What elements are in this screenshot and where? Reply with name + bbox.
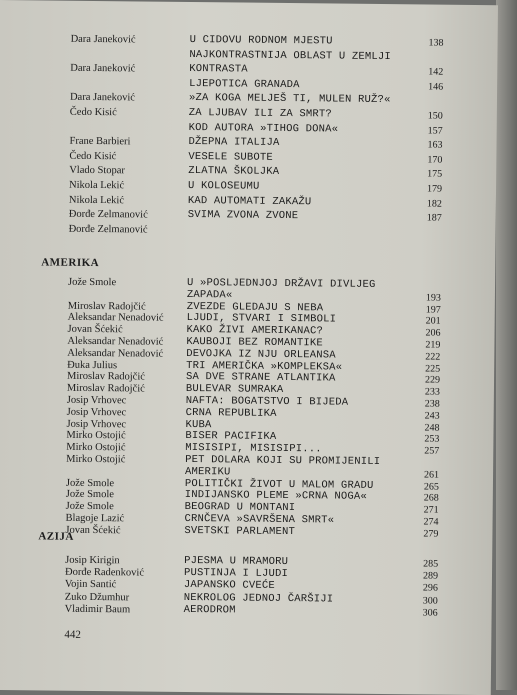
entry-page-number: 179 — [408, 182, 442, 195]
entry-page-number: 274 — [404, 515, 438, 528]
page-number: 442 — [64, 629, 81, 641]
entry-author: Mirko Ostojić — [66, 441, 125, 455]
entry-title: SVIMA ZVONA ZVONE — [188, 209, 299, 223]
entry-page-number: 265 — [405, 480, 439, 493]
entry-page-number: 300 — [404, 594, 438, 607]
entry-author: Vojin Santić — [65, 578, 117, 592]
entry-title: VESELE SUBOTE — [188, 151, 273, 165]
entry-page-number: 163 — [408, 138, 442, 151]
entry-title: DEVOJKA IZ NJU ORLEANSA — [186, 348, 336, 363]
entry-page-number: 197 — [407, 303, 441, 316]
entry-title: BISER PACIFIKA — [185, 430, 276, 444]
entry-title: U »POSLJEDNJOJ DRŽAVI DIVLJEG — [187, 277, 376, 292]
entry-title: AERODROM — [184, 604, 236, 618]
entry-author: Aleksandar Nenadović — [67, 347, 163, 361]
entry-title: U CIDOVU RODNOM MJESTU — [190, 34, 333, 48]
entry-author: Đorđe Radenković — [65, 566, 144, 580]
entry-page-number: 157 — [409, 124, 443, 137]
entry-author: Josip Vrhovec — [66, 417, 126, 431]
entry-title: SA DVE STRANE ATLANTIKA — [186, 371, 336, 386]
entry-page-number: 175 — [408, 168, 442, 181]
entry-title: MISISIPI, MISISIPI... — [185, 442, 322, 456]
entry-author: Aleksandar Nenadović — [68, 311, 164, 325]
entry-author: Jože Smole — [66, 500, 114, 514]
entry-author: Josip Kirigin — [65, 554, 120, 568]
entry-page-number: 219 — [406, 338, 440, 351]
entry-page-number: 229 — [406, 374, 440, 387]
entry-author: Jovan Šćekić — [65, 524, 120, 538]
contents-block-azija — [0, 0, 498, 5]
entry-page-number: 146 — [409, 80, 443, 93]
entry-title: PUSTINJA I LJUDI — [184, 567, 288, 581]
entry-page-number: 225 — [406, 362, 440, 375]
entry-author: Miroslav Radojčić — [68, 299, 146, 313]
entry-author: Đorđe Zelmanović — [69, 208, 148, 222]
entry-page-number: 243 — [406, 409, 440, 422]
entry-title: ZAPADA« — [187, 289, 233, 302]
entry-title: KONTRASTA — [189, 63, 248, 77]
entry-title: NAFTA: BOGATSTVO I BIJEDA — [186, 395, 349, 410]
entry-page-number: 138 — [410, 36, 444, 49]
entry-author: Jovan Šćekić — [67, 323, 122, 337]
entry-author: Jože Smole — [66, 488, 114, 502]
entry-author: Nikola Lekić — [69, 193, 124, 207]
entry-title: NAJKONTRASTNIJA OBLAST U ZEMLJI — [189, 49, 391, 64]
entry-title: ZLATNA ŠKOLJKA — [188, 165, 279, 179]
entry-page-number: 170 — [408, 153, 442, 166]
entry-author: Jože Smole — [68, 276, 116, 290]
entry-page-number: 279 — [404, 527, 438, 540]
entry-title: KAD AUTOMATI ZAKAŽU — [188, 195, 312, 209]
entry-title: KOD AUTORA »TIHOG DONA« — [189, 122, 339, 137]
entry-title: JAPANSKO CVEĆE — [184, 579, 275, 593]
entry-author: Vlado Stopar — [69, 164, 125, 178]
entry-author: Josip Vrhovec — [67, 394, 127, 408]
entry-page-number: 289 — [404, 569, 438, 582]
entry-title: KAUBOJI BEZ ROMANTIKE — [186, 336, 323, 350]
entry-author: Mirko Ostojić — [66, 453, 125, 467]
entry-page-number: 182 — [408, 197, 442, 210]
entry-author: Miroslav Radojčić — [67, 370, 145, 384]
entry-page-number: 271 — [405, 503, 439, 516]
entry-title: ZVEZDE GLEDAJU S NEBA — [187, 301, 324, 315]
page-edge — [496, 0, 517, 690]
entry-page-number: 187 — [408, 211, 442, 224]
entry-page-number: 201 — [407, 315, 441, 328]
entry-author: Blagoje Lazić — [66, 512, 125, 526]
entry-page-number: 257 — [405, 444, 439, 457]
entry-author: Dara Janeković — [70, 91, 135, 105]
entry-title: LJUDI, STVARI I SIMBOLI — [187, 312, 337, 327]
contents-block-top — [0, 0, 498, 5]
entry-page-number: 222 — [406, 350, 440, 363]
entry-author: Čedo Kisić — [69, 150, 116, 163]
entry-author: Vladimir Baum — [65, 603, 131, 617]
entry-page-number: 261 — [405, 468, 439, 481]
entry-author: Đuka Julius — [67, 358, 117, 372]
entry-author: Čedo Kisić — [70, 106, 117, 119]
entry-page-number: 268 — [405, 492, 439, 505]
entry-title: AMERIKU — [185, 466, 231, 479]
entry-title: KUBA — [185, 419, 211, 432]
entry-title: TRI AMERIČKA »KOMPLEKSA« — [186, 360, 342, 375]
entry-author: Zuko Džumhur — [65, 590, 130, 604]
entry-title: KAKO ŽIVI AMERIKANAC? — [186, 324, 323, 338]
entry-author: Miroslav Radojčić — [67, 382, 145, 396]
entry-title: CRNČEVA »SAVRŠENA SMRT« — [185, 513, 335, 528]
entry-author: Mirko Ostojić — [66, 429, 125, 443]
entry-author: Aleksandar Nenadović — [67, 335, 163, 349]
entry-page-number: 206 — [406, 326, 440, 339]
entry-page-number: 233 — [406, 385, 440, 398]
entry-title: POLITIČKI ŽIVOT U MALOM GRADU — [185, 478, 374, 493]
entry-title: ZA LJUBAV ILI ZA SMRT? — [189, 107, 332, 121]
entry-title: U KOLOSEUMU — [188, 180, 260, 194]
entry-page-number: 253 — [405, 433, 439, 446]
entry-author: Jože Smole — [66, 476, 114, 490]
entry-title: NEKROLOG JEDNOJ ČARŠIJI — [184, 592, 334, 607]
entry-page-number: 142 — [409, 65, 443, 78]
entry-title: CRNA REPUBLIKA — [186, 407, 277, 421]
entry-page-number: 248 — [405, 421, 439, 434]
entry-title: SVETSKI PARLAMENT — [184, 525, 295, 539]
entry-author: Nikola Lekić — [69, 179, 124, 193]
entry-page-number: 150 — [409, 109, 443, 122]
entry-page-number: 238 — [406, 397, 440, 410]
entry-title: PET DOLARA KOJI SU PROMIJENILI — [185, 454, 380, 469]
entry-title: BULEVAR SUMRAKA — [186, 383, 284, 397]
entry-author: Frane Barbieri — [69, 135, 130, 149]
entry-title: PJESMA U MRAMORU — [184, 555, 288, 569]
entry-title: DŽEPNA ITALIJA — [188, 136, 279, 150]
entry-page-number: 285 — [404, 557, 438, 570]
entry-author: Dara Janeković — [70, 62, 135, 76]
entry-title: LJEPOTICA GRANADA — [189, 78, 300, 92]
entry-page-number: 306 — [404, 606, 438, 619]
contents-block-amerika — [0, 0, 498, 5]
entry-title: BEOGRAD U MONTANI — [185, 501, 296, 515]
entry-title: INDIJANSKO PLEME »CRNA NOGA« — [185, 489, 367, 504]
entry-author: Dara Janeković — [71, 33, 136, 47]
section-heading-amerika: AMERIKA — [41, 256, 99, 269]
entry-author: Josip Vrhovec — [67, 406, 127, 420]
entry-author: Đorđe Zelmanović — [69, 223, 148, 237]
section-heading-azija: AZIJA — [38, 530, 74, 542]
entry-page-number: 193 — [407, 291, 441, 304]
entry-page-number: 296 — [404, 582, 438, 595]
entry-title: »ZA KOGA MELJEŠ TI, MULEN RUŽ?« — [189, 92, 391, 107]
